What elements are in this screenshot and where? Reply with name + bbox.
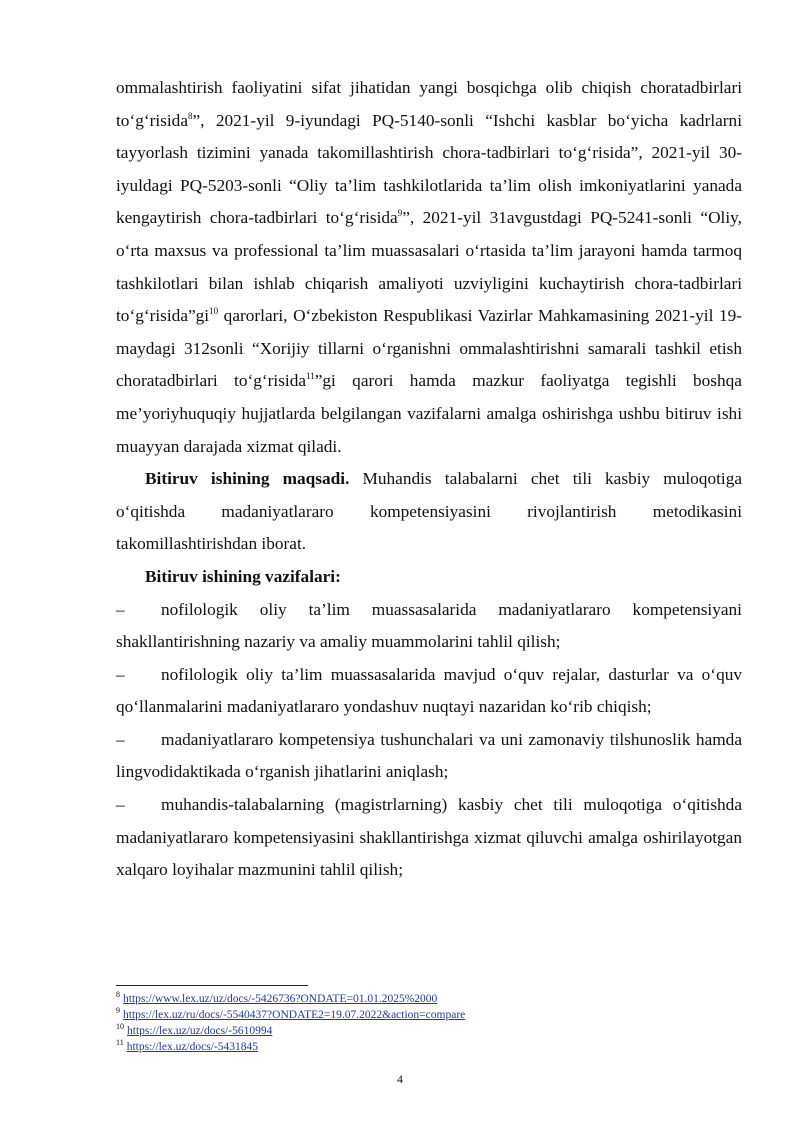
paragraph-text: ”, 2021-yil 31avgustdagi PQ-5241-sonli “Oliy, o‘rta maxsus va professional ta’lim muassasalari o‘rtasida ta’lim jarayoni hamda tarmoq tashkilotlari bilan ishlab chiqarish amaliyoti uzviyligini kuchaytirish chora-tadbirlari to‘g‘risida”gi bbox=[116, 208, 742, 326]
purpose-paragraph bbox=[116, 463, 742, 561]
footnote bbox=[116, 991, 465, 1007]
footnote-link[interactable]: https://lex.uz/uz/docs/-5610994 bbox=[127, 1025, 273, 1037]
body-text bbox=[116, 72, 742, 887]
purpose-text: Muhandis talabalarni chet tili kasbiy muloqotiga o‘qitishda madaniyatlararo kompetensiyasini rivojlantirish metodikasini takomillashtirishdan iborat. bbox=[116, 469, 743, 554]
dash-marker: – bbox=[116, 664, 125, 684]
footnote-number: 9 bbox=[116, 1006, 120, 1016]
paragraph-text: ”, 2021-yil 9-iyundagi PQ-5140-sonli “Ishchi kasblar bo‘yicha kadrlarni tayyorlash tizimini yanada takomillashtirish chora-tadbirlari to‘g‘risida”, 2021-yil 30-iyuldagi PQ-5203-sonli “Oliy ta’lim tashkilotlarida ta’lim olish imkoniyatlarini yanada kengaytirish chora-tadbirlari to‘g‘risida bbox=[116, 110, 742, 228]
footnote-ref[interactable]: 9 bbox=[397, 208, 403, 219]
footnote-link[interactable]: https://www.lex.uz/uz/docs/-5426736?ONDATE=01.01.2025%2000 bbox=[123, 993, 438, 1005]
paragraph-text: qarorlari, O‘zbekiston Respublikasi Vazirlar Mahkamasining 2021-yil 19-maydagi 312sonli “Xorijiy tillarni o‘rganishni ommalashtirishni samarali tashkil etish choratadbirlari to‘g‘risida bbox=[116, 306, 742, 391]
task-item bbox=[116, 659, 742, 724]
task-item bbox=[116, 724, 742, 789]
paragraph-text: ”gi qarori hamda mazkur faoliyatga tegishli boshqa me’yoriyhuquqiy hujjatlarda belgilangan vazifalarni amalga oshirishga ushbu bitiruv ishi muayyan darajada xizmat qiladi. bbox=[116, 371, 742, 456]
dash-marker: – bbox=[116, 795, 125, 815]
page-number: 4 bbox=[397, 1072, 403, 1086]
dash-marker: – bbox=[116, 599, 125, 619]
footnote-link[interactable]: https://lex.uz/ru/docs/-5540437?ONDATE2=19.07.2022&action=compare bbox=[123, 1009, 466, 1021]
tasks-heading: Bitiruv ishining vazifalari: bbox=[145, 566, 341, 586]
footnote-separator bbox=[116, 985, 308, 986]
footnote bbox=[116, 1023, 465, 1039]
dash-marker: – bbox=[116, 729, 125, 749]
footnote bbox=[116, 1007, 465, 1023]
task-text: madaniyatlararo kompetensiya tushunchalari va uni zamonaviy tilshunoslik hamda lingvodidaktikada o‘rganish jihatlarini aniqlash; bbox=[116, 729, 742, 782]
task-text: nofilologik oliy ta’lim muassasalarida madaniyatlararo kompetensiyani shakllantirishning nazariy va amaliy muammolarini tahlil qilish; bbox=[116, 599, 742, 652]
purpose-heading: Bitiruv ishining maqsadi. bbox=[145, 469, 350, 489]
task-item bbox=[116, 594, 742, 659]
footnote-ref[interactable]: 8 bbox=[188, 110, 193, 121]
footnote-number: 10 bbox=[116, 1022, 124, 1032]
paragraph-text: ommalashtirish faoliyatini sifat jihatidan yangi bosqichga olib chiqish choratadbirlari to‘g‘risida bbox=[116, 78, 742, 130]
footnote-ref[interactable]: 10 bbox=[209, 306, 219, 317]
footnote-link[interactable]: https://lex.uz/docs/-5431845 bbox=[126, 1041, 258, 1053]
task-item bbox=[116, 789, 742, 887]
intro-paragraph bbox=[116, 72, 742, 463]
footnotes bbox=[116, 991, 465, 1055]
footnote-number: 8 bbox=[116, 990, 120, 1000]
footnote-ref[interactable]: 11 bbox=[306, 371, 315, 382]
task-text: nofilologik oliy ta’lim muassasalarida mavjud o‘quv rejalar, dasturlar va o‘quv qo‘llanmalarini madaniyatlararo yondashuv nuqtayi nazaridan ko‘rib chiqish; bbox=[116, 664, 742, 717]
footnote-number: 11 bbox=[116, 1038, 124, 1048]
tasks-heading-paragraph bbox=[116, 561, 742, 594]
task-text: muhandis-talabalarning (magistrlarning) kasbiy chet tili muloqotiga o‘qitishda madaniyatlararo kompetensiyasini shakllantirishga xizmat qiluvchi amalga oshirilayotgan xalqaro loyihalar mazmunini tahlil qilish; bbox=[116, 795, 742, 880]
footnote bbox=[116, 1039, 465, 1055]
